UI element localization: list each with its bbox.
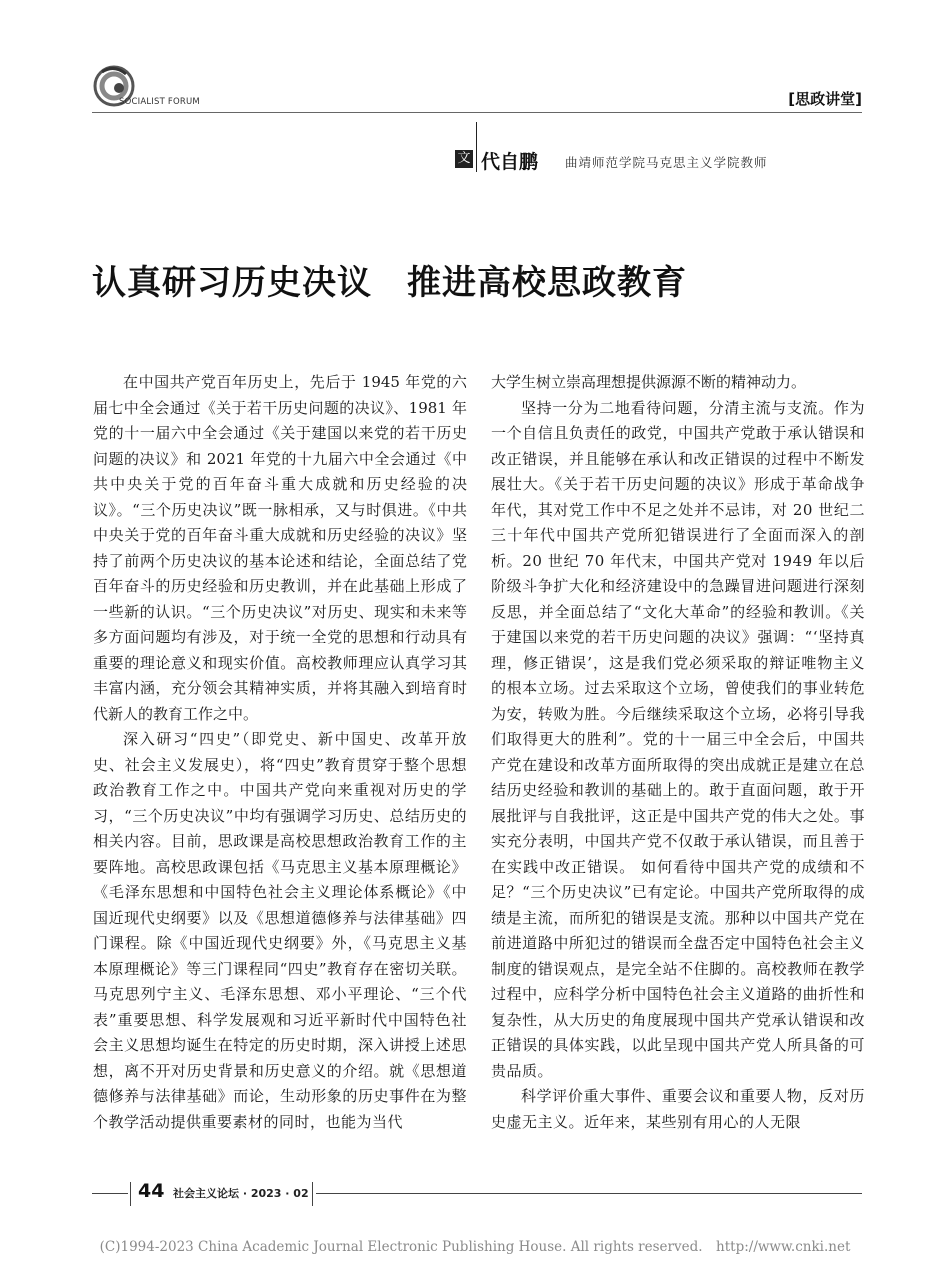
copyright-notice: (C)1994-2023 China Academic Journal Electronic Publishing House. All rights reserved. http://www.cnki.net	[99, 1239, 851, 1255]
header-rule	[92, 112, 862, 113]
column-label: [思政讲堂]	[788, 90, 862, 108]
journal-issue: 社会主义论坛 · 2023 · 02	[173, 1187, 309, 1200]
page-number: 44	[138, 1180, 165, 1202]
footer-divider	[130, 1182, 131, 1206]
footer-divider	[312, 1182, 313, 1206]
paragraph: 在中国共产党百年历史上，先后于 1945 年党的六届七中全会通过《关于若干历史问题的决议》、1981 年党的十一届六中全会通过《关于建国以来党的若干历史问题的决议》和 2021 年党的十九届六中全会通过《中共中央关于党的百年奋斗重大成就和历史经验的决议》。“三个历史决议”既一脉相承，又与时俱进。《中共中央关于党的百年奋斗重大成就和历史经验的决议》坚持了前两个历史决议的基本论述和结论，全面总结了党百年奋斗的历史经验和历史教训，并在此基础上形成了一些新的认识。“三个历史决议”对历史、现实和未来等多方面问题均有涉及，对于统一全党的思想和行动具有重要的理论意义和现实价值。高校教师理应认真学习其丰富内涵，充分领会其精神实质，并将其融入到培育时代新人的教育工作之中。	[93, 373, 467, 723]
article-title: 认真研习历史决议 推进高校思政教育	[92, 263, 687, 303]
author-name: 代自鹏	[481, 151, 539, 173]
footer-rule-left	[92, 1193, 128, 1194]
paragraph: 大学生树立崇高理想提供源源不断的精神动力。	[491, 373, 807, 391]
author-affiliation: 曲靖师范学院马克思主义学院教师	[565, 155, 768, 170]
paragraph: 科学评价重大事件、重要会议和重要人物，反对历史虚无主义。近年来，某些别有用心的人无限	[491, 1087, 865, 1131]
byline-divider	[476, 122, 477, 172]
paragraph: 深入研习“四史”（即党史、新中国史、改革开放史、社会主义发展史），将“四史”教育贯穿于整个思想政治教育工作之中。中国共产党向来重视对历史的学习，“三个历史决议”中均有强调学习历史、总结历史的相关内容。目前，思政课是高校思想政治教育工作的主要阵地。高校思政课包括《马克思主义基本原理概论》《毛泽东思想和中国特色社会主义理论体系概论》《中国近现代史纲要》以及《思想道德修养与法律基础》四门课程。除《中国近现代史纲要》外，《马克思主义基本原理概论》等三门课程同“四史”教育存在密切关联。马克思列宁主义、毛泽东思想、邓小平理论、“三个代表”重要思想、科学发展观和习近平新时代中国特色社会主义思想均诞生在特定的历史时期，深入讲授上述思想，离不开对历史背景和历史意义的介绍。就《思想道德修养与法律基础》而论，生动形象的历史事件在为整个教学活动提供重要素材的同时，也能为当代	[93, 730, 467, 1131]
left-column	[93, 370, 467, 1135]
right-column	[491, 370, 865, 1135]
footer-rule-right	[316, 1193, 862, 1194]
logo-text: SOCIALIST FORUM	[119, 97, 200, 107]
wen-label: 文	[455, 150, 473, 168]
paragraph: 坚持一分为二地看待问题，分清主流与支流。作为一个自信且负责任的政党，中国共产党敢于承认错误和改正错误，并且能够在承认和改正错误的过程中不断发展壮大。《关于若干历史问题的决议》形成于革命战争年代，其对党工作中不足之处并不忌讳，对 20 世纪二三十年代中国共产党所犯错误进行了全面而深入的剖析。20 世纪 70 年代末，中国共产党对 1949 年以后阶级斗争扩大化和经济建设中的急躁冒进问题进行深刻反思，并全面总结了“文化大革命”的经验和教训。《关于建国以来党的若干历史问题的决议》强调：“‘坚持真理，修正错误’，这是我们党必须采取的辩证唯物主义的根本立场。过去采取这个立场，曾使我们的事业转危为安，转败为胜。今后继续采取这个立场，必将引导我们取得更大的胜利”。党的十一届三中全会后，中国共产党在建设和改革方面所取得的突出成就正是建立在总结历史经验和教训的基础上的。敢于直面问题，敢于开展批评与自我批评，这正是中国共产党的伟大之处。事实充分表明，中国共产党不仅敢于承认错误，而且善于在实践中改正错误。 如何看待中国共产党的成绩和不足？“三个历史决议”已有定论。中国共产党所取得的成绩是主流，而所犯的错误是支流。那种以中国共产党在前进道路中所犯过的错误而全盘否定中国特色社会主义制度的错误观点，是完全站不住脚的。高校教师在教学过程中，应科学分析中国特色社会主义道路的曲折性和复杂性，从大历史的角度展现中国共产党承认错误和改正错误的具体实践，以此呈现中国共产党人所具备的可贵品质。	[491, 398, 865, 1080]
